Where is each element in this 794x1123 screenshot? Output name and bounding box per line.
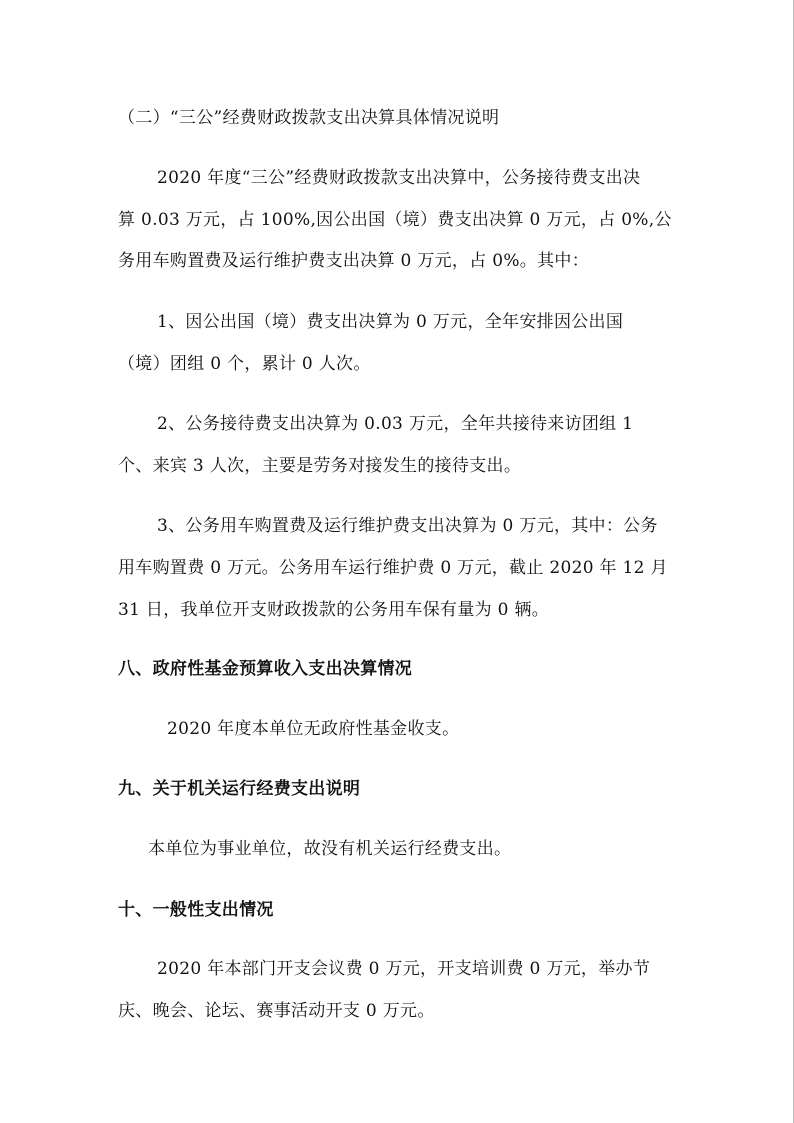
item3-line-2: 用车购置费 0 万元。公务用车运行维护费 0 万元，截止 2020 年 12 月 <box>118 558 668 578</box>
section10-title: 十、一般性支出情况 <box>118 900 274 920</box>
intro-line-3: 务用车购置费及运行维护费支出决算 0 万元，占 0%。其中： <box>118 251 589 271</box>
section10-body-line-1: 2020 年本部门开支会议费 0 万元，开支培训费 0 万元，举办节 <box>157 959 651 979</box>
item3-line-3: 31 日，我单位开支财政拨款的公务用车保有量为 0 辆。 <box>118 600 550 620</box>
item1-line-1: 1、因公出国（境）费支出决算为 0 万元，全年安排因公出国 <box>157 312 624 332</box>
item3-line-1: 3、公务用车购置费及运行维护费支出决算为 0 万元，其中：公务 <box>157 516 658 536</box>
item1-line-2: （境）团组 0 个，累计 0 人次。 <box>118 354 371 374</box>
intro-line-2: 算 0.03 万元，占 100%,因公出国（境）费支出决算 0 万元，占 0%,公 <box>118 210 672 230</box>
section9-body: 本单位为事业单位，故没有机关运行经费支出。 <box>148 839 512 859</box>
intro-line-1: 2020 年度“三公”经费财政拨款支出决算中，公务接待费支出决 <box>157 168 641 188</box>
sub-section-title: （二）“三公”经费财政拨款支出决算具体情况说明 <box>118 108 500 128</box>
section10-body-line-2: 庆、晚会、论坛、赛事活动开支 0 万元。 <box>118 1001 435 1021</box>
section8-title: 八、政府性基金预算收入支出决算情况 <box>118 659 413 679</box>
section9-title: 九、关于机关运行经费支出说明 <box>118 779 361 799</box>
section8-body: 2020 年度本单位无政府性基金收支。 <box>167 719 460 739</box>
item2-line-2: 个、来宾 3 人次，主要是劳务对接发生的接待支出。 <box>118 456 522 476</box>
item2-line-1: 2、公务接待费支出决算为 0.03 万元，全年共接待来访团组 1 <box>157 414 634 434</box>
